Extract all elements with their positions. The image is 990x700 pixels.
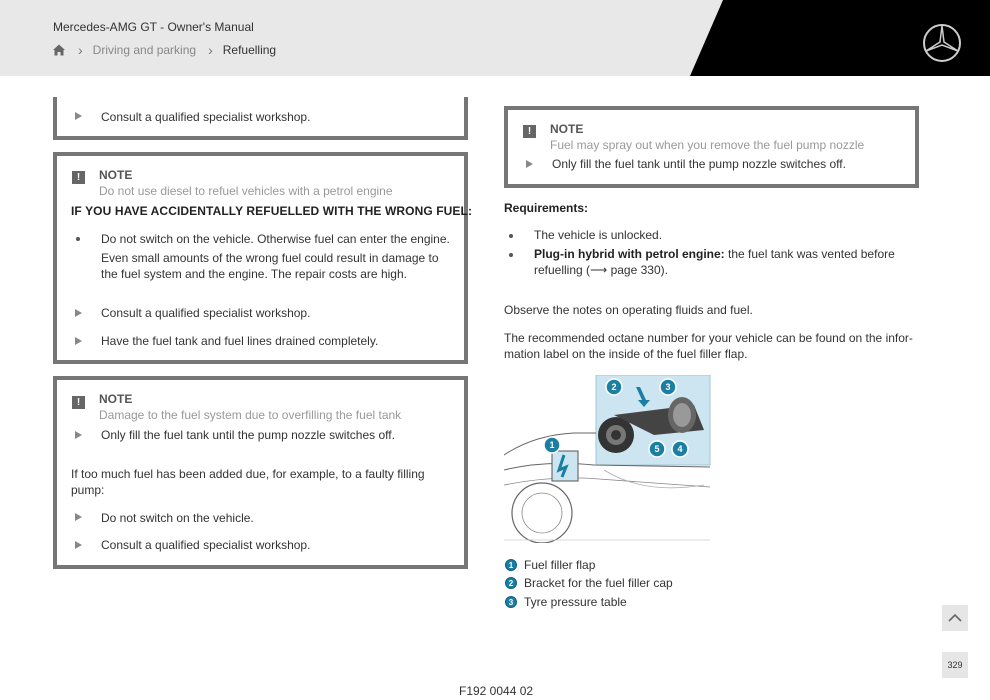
warning-icon: ! [523, 125, 536, 138]
step-text: Have the fuel tank and fuel lines drained completely. [101, 334, 379, 348]
step-arrow-icon [526, 160, 533, 168]
step-text: Only fill the fuel tank until the pump nozzle switches off. [552, 157, 846, 171]
legend-label: Tyre pressure table [524, 595, 627, 609]
note-label: NOTE [99, 168, 133, 182]
svg-text:3: 3 [665, 382, 671, 392]
requirement-text-line2[interactable]: refuelling (⟶ page 330). [534, 263, 668, 277]
manual-title: Mercedes-AMG GT - Owner's Manual [53, 20, 254, 34]
paragraph: pump: [71, 483, 105, 497]
breadcrumb-driving-and-parking[interactable]: Driving and parking [92, 43, 197, 57]
requirement-text: The vehicle is unlocked. [534, 228, 663, 242]
svg-text:1: 1 [549, 440, 555, 450]
paragraph: The recommended octane number for your vehicle can be found on the infor- [504, 331, 913, 345]
legend-number: 1 [505, 559, 517, 571]
paragraph: mation label on the inside of the fuel filler flap. [504, 347, 748, 361]
callout-2 [606, 379, 622, 395]
step-text: Consult a qualified specialist workshop. [101, 110, 311, 124]
note-label: NOTE [99, 392, 133, 406]
callout-5 [649, 441, 665, 457]
step-arrow-icon [75, 541, 82, 549]
page-number: 329 [942, 652, 968, 678]
figure-code: F192 0044 02 [459, 684, 534, 698]
scroll-to-top-button[interactable] [942, 605, 968, 631]
chevron-up-icon [948, 613, 962, 623]
breadcrumb [52, 42, 276, 58]
legend-label: Bracket for the fuel filler cap [524, 576, 673, 590]
note-title: Damage to the fuel system due to overfilling the fuel tank [99, 408, 402, 422]
fuel-filler-illustration [504, 375, 712, 543]
bullet-dot [509, 253, 513, 257]
mercedes-star-logo[interactable] [922, 23, 962, 63]
step-arrow-icon [75, 513, 82, 521]
note-label: NOTE [550, 122, 584, 136]
legend-label: Fuel filler flap [524, 558, 596, 572]
home-icon[interactable] [52, 43, 66, 57]
warning-icon: ! [72, 171, 85, 184]
step-arrow-icon [75, 337, 82, 345]
bullet-dot [509, 234, 513, 238]
legend-number: 3 [505, 596, 517, 608]
requirement-bold: Plug-in hybrid with petrol engine: [534, 247, 725, 261]
requirements-heading: Requirements: [504, 201, 589, 215]
callout-3 [660, 379, 676, 395]
svg-text:2: 2 [611, 382, 617, 392]
step-arrow-icon [75, 309, 82, 317]
step-arrow-icon [75, 431, 82, 439]
svg-text:4: 4 [677, 444, 683, 454]
bullet-text: Even small amounts of the wrong fuel could result in damage to [101, 251, 439, 265]
bullet-dot [76, 237, 80, 241]
bullet-text: Do not switch on the vehicle. Otherwise fuel can enter the engine. [101, 232, 450, 246]
step-text: Only fill the fuel tank until the pump nozzle switches off. [101, 428, 395, 442]
legend-number: 2 [505, 577, 517, 589]
note-title: Fuel may spray out when you remove the fuel pump nozzle [550, 138, 865, 152]
callout-1 [544, 437, 560, 453]
svg-text:5: 5 [654, 444, 660, 454]
paragraph: Observe the notes on operating fluids and fuel. [504, 303, 753, 317]
chevron-right-icon: › [78, 42, 83, 58]
requirement-rest: the fuel tank was vented before [724, 247, 895, 261]
step-text: Consult a qualified specialist workshop. [101, 306, 311, 320]
page-header [0, 0, 990, 76]
step-arrow-icon [75, 112, 82, 120]
section-heading: IF YOU HAVE ACCIDENTALLY REFUELLED WITH THE WRONG FUEL: [71, 204, 473, 218]
breadcrumb-refuelling: Refuelling [222, 43, 277, 57]
paragraph: If too much fuel has been added due, for example, to a faulty filling [71, 467, 425, 481]
callout-4 [672, 441, 688, 457]
warning-icon: ! [72, 396, 85, 409]
chevron-right-icon: › [208, 42, 213, 58]
bullet-text: the fuel system and the engine. The repair costs are high. [101, 267, 407, 281]
requirement-text [534, 246, 895, 262]
step-text: Consult a qualified specialist workshop. [101, 538, 311, 552]
step-text: Do not switch on the vehicle. [101, 511, 254, 525]
note-title: Do not use diesel to refuel vehicles with a petrol engine [99, 184, 393, 198]
